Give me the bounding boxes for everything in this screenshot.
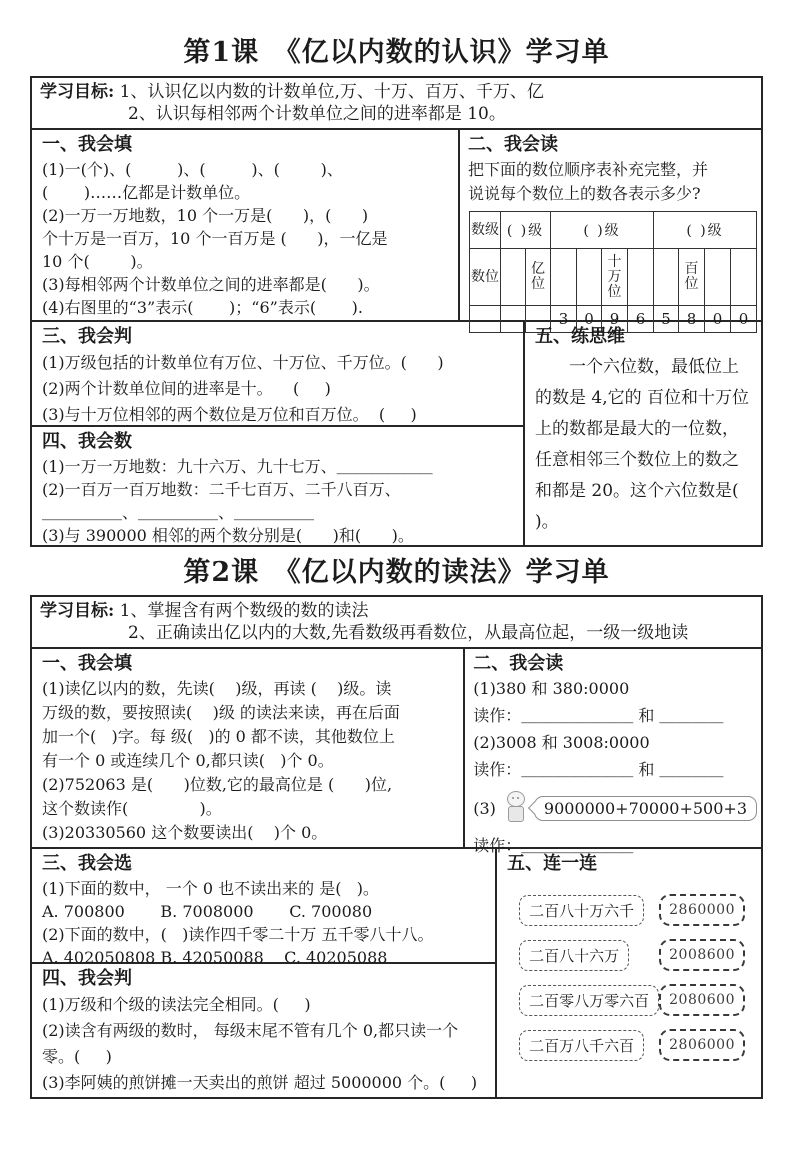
digit-cell: 8 xyxy=(679,306,705,333)
section-fill-2-title: 一、我会填 xyxy=(42,653,132,674)
pos-cell-baiwei: 百位 xyxy=(679,249,705,306)
match-row xyxy=(519,1029,745,1061)
goal-label: 学习目标: xyxy=(40,601,115,621)
fill-line: 加一个( )字。每 级( )的 0 都不读，其他数位上 xyxy=(42,727,395,746)
pos-cell xyxy=(551,249,577,306)
fill-line: (4)右图里的“3”表示( )；“6”表示( ). xyxy=(42,298,364,317)
goal-line-2: 2、认识每相邻两个计数单位之间的进率都是 10。 xyxy=(128,104,506,124)
section-fill xyxy=(32,130,460,320)
section-match-title: 五、连一连 xyxy=(507,853,598,874)
kid-body xyxy=(508,806,524,822)
judge2-line: 零。( ) xyxy=(42,1047,112,1066)
read-answer-1: 读作：＿＿＿＿＿＿＿ 和 ＿＿＿＿ xyxy=(473,706,724,725)
match-area xyxy=(507,877,753,1061)
goal-text-1: 1、掌握含有两个数级的数的读法 xyxy=(114,601,369,621)
lesson1-row-fill-read xyxy=(32,130,761,328)
cartoon-kid-icon xyxy=(504,790,528,826)
section-count xyxy=(32,427,523,545)
count-line: (2)一百万一百万地数：二千七百万、二千八百万、 xyxy=(42,480,401,499)
section-read-title: 二、我会读 xyxy=(468,134,558,155)
choose-line: A. 402050808 B. 42050088 C. 40205088 xyxy=(42,948,388,967)
fill-line: 有一个 0 或连续几个 0,都只读( )个 0。 xyxy=(42,751,334,770)
lesson2-row-choose-judge xyxy=(32,849,761,1097)
digit-cell: 5 xyxy=(654,306,679,333)
read-intro-line: 说说每个数位上的数各表示多少? xyxy=(468,184,701,203)
lesson1-left-column xyxy=(32,322,525,545)
fill-line: (2)一万一万地数，10 个一万是( )，( ) xyxy=(42,206,369,225)
lesson2-left-column xyxy=(32,849,497,1097)
read-item-2: (2)3008 和 3008:0000 xyxy=(473,733,650,752)
section-judge xyxy=(32,322,523,427)
digit-order-table xyxy=(469,211,757,333)
read-item-3 xyxy=(473,785,757,831)
count-line: (1)一万一万地数：九十六万、九十七万、＿＿＿＿＿＿ xyxy=(42,457,433,476)
section-fill-2 xyxy=(32,649,465,847)
lesson2-sheet xyxy=(30,595,763,1099)
read-answer-2: 读作：＿＿＿＿＿＿＿ 和 ＿＿＿＿ xyxy=(473,760,724,779)
pos-cell xyxy=(654,249,679,306)
section-think-title: 五、练思维 xyxy=(535,326,625,347)
match-word-box: 二百八十六万 xyxy=(519,940,629,971)
lesson1-sheet xyxy=(30,76,772,547)
fill-line: 这个数读作( )。 xyxy=(42,799,222,818)
match-word-box: 二百零八万零六百 xyxy=(519,985,659,1016)
fill-line: (1)读亿以内的数，先读( )级，再读 ( )级。读 xyxy=(42,679,392,698)
read-answer-3: 读作：＿＿＿＿＿＿＿ xyxy=(473,836,634,855)
section-read-2-title: 二、我会读 xyxy=(473,653,564,674)
level-blank-wan: ( )级 xyxy=(551,212,654,249)
fill-line: (3)20330560 这个数要读出( )个 0。 xyxy=(42,823,328,842)
judge2-line: (3)李阿姨的煎饼摊一天卖出的煎饼 超过 5000000 个。( ) xyxy=(42,1073,478,1092)
goal-label: 学习目标: xyxy=(40,82,115,102)
pos-cell xyxy=(705,249,731,306)
lesson2-row-fill-read xyxy=(32,649,761,855)
judge2-line: (2)读含有两级的数时， 每级末尾不管有几个 0,都只读一个 xyxy=(42,1021,459,1040)
kid-eye xyxy=(512,797,514,799)
digit-cell: 6 xyxy=(628,306,654,333)
match-number-box: 2806000 xyxy=(659,1029,745,1061)
pos-cell-yiwei: 亿位 xyxy=(526,249,551,306)
level-blank-ge: ( )级 xyxy=(654,212,757,249)
match-word-box: 二百八十万六千 xyxy=(519,895,644,926)
lesson2-goals xyxy=(32,597,761,649)
section-judge-2-title: 四、我会判 xyxy=(42,968,132,989)
judge-line: (3)与十万位相邻的两个数位是万位和百万位。 ( ) xyxy=(42,405,417,424)
read-intro-line: 把下面的数位顺序表补充完整，并 xyxy=(468,160,709,179)
kid-eye xyxy=(517,797,519,799)
choose-line: A. 700800 B. 7008000 C. 700080 xyxy=(42,902,373,921)
fill-line: 万级的数，要按照读( )级 的读法来读，再在后面 xyxy=(42,703,400,722)
match-number-box: 2080600 xyxy=(659,984,745,1016)
fill-line: (3)每相邻两个计数单位之间的进率都是( )。 xyxy=(42,275,380,294)
section-choose xyxy=(32,849,495,967)
table-corner-shuji: 数级 xyxy=(470,212,501,249)
match-row xyxy=(519,894,745,926)
lesson1-row-judge-count xyxy=(32,322,772,545)
lesson2-title: 第2课 《亿以内数的读法》学习单 xyxy=(183,557,610,588)
judge-line: (2)两个计数单位间的进率是十。 ( ) xyxy=(42,379,331,398)
judge2-line: (1)万级和个级的读法完全相同。( ) xyxy=(42,995,311,1014)
pos-cell xyxy=(731,249,757,306)
section-count-title: 四、我会数 xyxy=(42,431,132,452)
pos-cell-shiwanwei: 十万位 xyxy=(602,249,628,306)
match-word-box: 二百万八千六百 xyxy=(519,1030,644,1061)
section-match xyxy=(497,849,761,1097)
fill-line: (2)752063 是( )位数,它的最高位是 ( )位, xyxy=(42,775,393,794)
goal-line-1 xyxy=(40,81,755,103)
read-item-3-label: (3) xyxy=(473,798,496,818)
match-number-box: 2008600 xyxy=(659,939,745,971)
judge-line: (1)万级包括的计数单位有万位、十万位、千万位。( ) xyxy=(42,353,444,372)
match-number-box: 2860000 xyxy=(659,894,745,926)
lesson1-goals xyxy=(32,78,761,130)
digit-cell: 9 xyxy=(602,306,628,333)
choose-line: (1)下面的数中， 一个 0 也不读出来的 是( )。 xyxy=(42,879,379,898)
count-line: ＿＿＿＿＿、＿＿＿＿＿、＿＿＿＿＿ xyxy=(42,503,315,522)
digit-cell: 0 xyxy=(577,306,602,333)
goal-line-2: 2、正确读出亿以内的大数,先看数级再看数位，从最高位起，一级一级地读 xyxy=(128,623,689,643)
table-label-shuwei: 数位 xyxy=(470,249,501,306)
fill-line: (1)一(个)、( )、( )、( )、 xyxy=(42,160,343,179)
section-fill-title: 一、我会填 xyxy=(42,134,132,155)
fill-line: 10 个( )。 xyxy=(42,252,153,271)
section-judge-2 xyxy=(32,964,495,1097)
digit-cell: 0 xyxy=(731,306,757,333)
fill-line: 个十万是一百万，10 个一百万是 ( )，一亿是 xyxy=(42,229,388,248)
section-read xyxy=(460,130,761,328)
fill-line: ( )……亿都是计数单位。 xyxy=(42,183,251,202)
section-judge-title: 三、我会判 xyxy=(42,326,132,347)
kid-head xyxy=(507,791,525,807)
match-row xyxy=(519,984,745,1016)
choose-line: (2)下面的数中，( )读作四千零二十万 五千零八十八。 xyxy=(42,925,434,944)
goal-line-1 xyxy=(40,600,755,622)
match-row xyxy=(519,939,745,971)
section-read-2 xyxy=(465,649,761,855)
level-blank-yi: ( )级 xyxy=(501,212,551,249)
section-think xyxy=(525,322,772,545)
count-line: (3)与 390000 相邻的两个数分别是( )和( )。 xyxy=(42,526,414,545)
pos-cell xyxy=(628,249,654,306)
section-choose-title: 三、我会选 xyxy=(42,853,132,874)
digit-cell: 0 xyxy=(705,306,731,333)
digit-cell: 3 xyxy=(551,306,577,333)
think-paragraph: 一个六位数，最低位上的数是 4,它的 百位和十万位上的数都是最大的一位数，任意相邻三个数位上的数之和都是 20。这个六位数是( )。 xyxy=(535,357,772,532)
pos-cell xyxy=(577,249,602,306)
goal-text-1: 1、认识亿以内数的计数单位,万、十万、百万、千万、亿 xyxy=(114,82,544,102)
lesson1-title: 第1课 《亿以内数的认识》学习单 xyxy=(183,37,610,68)
pos-cell xyxy=(501,249,526,306)
speech-bubble: 9000000+70000+500+3 xyxy=(534,796,757,821)
read-item-1: (1)380 和 380:0000 xyxy=(473,679,630,698)
